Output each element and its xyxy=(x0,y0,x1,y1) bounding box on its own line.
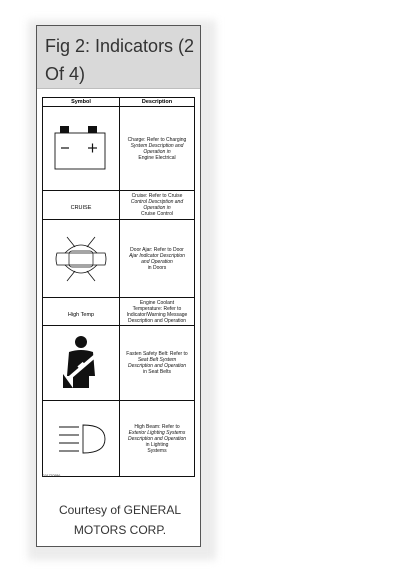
desc-line: Indicator/Warning Message xyxy=(126,311,188,318)
desc-line: Control Description and xyxy=(130,199,184,205)
desc-line: in Lighting xyxy=(145,441,169,448)
description-cell xyxy=(120,298,195,326)
figure-title-line-1: Fig 2: Indicators (2 xyxy=(45,36,195,56)
header-description: Description xyxy=(120,98,195,107)
header-symbol: Symbol xyxy=(43,98,120,107)
high-beam-icon xyxy=(53,419,109,459)
table-row xyxy=(43,107,195,191)
desc-line: in Doors xyxy=(147,264,167,271)
figure-card xyxy=(36,25,201,547)
figure-code: G01770586 xyxy=(42,474,61,478)
table-header-row xyxy=(43,98,195,107)
door-ajar-icon xyxy=(49,235,113,283)
courtesy-line-2: MOTORS CORP. xyxy=(73,523,167,537)
table-row xyxy=(43,326,195,401)
symbol-cell xyxy=(43,326,120,401)
figure-title xyxy=(45,32,205,88)
symbol-cell xyxy=(43,191,120,220)
indicator-figure[interactable] xyxy=(42,97,197,487)
desc-line: Fasten Safety Belt: Refer to xyxy=(126,351,188,357)
high-temp-symbol-text: High Temp xyxy=(67,311,95,318)
desc-line: Engine Coolant xyxy=(139,299,175,306)
desc-line: Door Ajar: Refer to Door xyxy=(130,246,184,253)
desc-line: High Beam: Refer to xyxy=(134,423,180,430)
desc-line: in Seat Belts xyxy=(142,369,172,375)
symbol-cell xyxy=(43,298,120,326)
symbol-cell xyxy=(43,107,120,191)
description-cell xyxy=(120,220,195,298)
desc-line: Cruise: Refer to Cruise xyxy=(131,193,183,199)
desc-line: Temperature: Refer to xyxy=(132,305,182,312)
table-row xyxy=(43,401,195,477)
indicator-table xyxy=(42,97,195,477)
description-cell xyxy=(120,326,195,401)
desc-line: Description and Operation xyxy=(127,317,187,324)
figure-title-line-2: Of 4) xyxy=(45,64,86,84)
desc-line: Exterior Lighting Systems xyxy=(128,429,186,436)
cruise-symbol-text: CRUISE xyxy=(70,205,92,211)
desc-line: Charge: Refer to Charging xyxy=(127,136,187,143)
desc-line: Description and Operation xyxy=(127,363,187,369)
desc-line: Seat Belt System xyxy=(137,357,177,363)
desc-line: Systems xyxy=(147,447,167,454)
desc-line: Description and Operation xyxy=(127,435,187,442)
courtesy-caption xyxy=(45,500,195,540)
table-row xyxy=(43,220,195,298)
desc-line: Operation in xyxy=(143,148,171,155)
card-header xyxy=(37,26,200,89)
description-cell xyxy=(120,107,195,191)
desc-line: Engine Electrical xyxy=(138,154,176,161)
courtesy-line-1: Courtesy of GENERAL xyxy=(58,503,182,517)
description-cell xyxy=(120,401,195,477)
seat-belt-icon xyxy=(59,334,103,392)
battery-icon xyxy=(51,124,111,174)
desc-line: Ajar Indicator Description xyxy=(129,252,185,259)
desc-line: Cruise Control xyxy=(141,211,173,217)
desc-line: System Description and xyxy=(130,142,184,149)
table-row xyxy=(43,298,195,326)
table-row xyxy=(43,191,195,220)
symbol-cell xyxy=(43,401,120,477)
description-cell xyxy=(120,191,195,220)
symbol-cell xyxy=(43,220,120,298)
desc-line: Operation in xyxy=(143,205,171,211)
desc-line: and Operation xyxy=(141,258,173,265)
